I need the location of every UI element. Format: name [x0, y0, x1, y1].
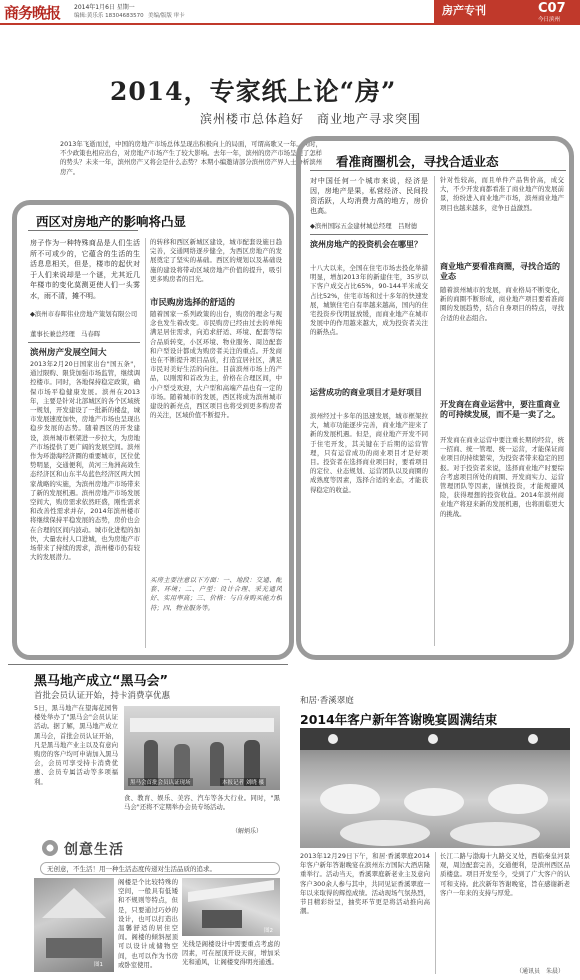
west-author: 董事长兼总经理 马春晖: [30, 330, 101, 338]
heshe-banquet-photo: [300, 728, 570, 848]
commercial-byline: ◆滨州国际五金建材城总经理 吕财德: [310, 222, 418, 230]
commercial-subhead-2: 运营成功的商业项目才是好项目: [310, 388, 422, 397]
heshe-tag: 和居·香溪翠庭: [300, 696, 354, 706]
section-subtitle: 今日滨州: [538, 17, 561, 23]
heshe-title: 2014年客户新年答谢晚宴圆满结束: [300, 712, 498, 727]
west-lead: 房子作为一种特殊商品是人们生活所不可或少的，它蕴含的生活的生活息息相关，但是，楼市的起伏对于人们来说却是一个谜，尤其近几年楼市的变化莫测更使人们一头雾水，雨不清，摊不明。: [30, 239, 140, 300]
commercial-col1-a: 十八大以来，全国在住宅市场去投化举措明显，增加2013年的新建住宅，35岁以下客户成交占比65%，90-144平米成交占比52%，住宅市场和过十多年的快速发展，城镇住宅自有率越来越高，国内的住宅投资步伐明显放缓，而商业地产在城市发展中的作用越来越大，成为投资者关注的新热点。: [310, 264, 428, 337]
west-subhead-2: 市民购房选择的舒适的: [150, 298, 236, 308]
editor-line: 编辑:黄乐乐 18304683570: [74, 13, 144, 19]
newspaper-logo: 商务晚报: [4, 4, 61, 22]
heima-photo-credit: 本报记者 刘晓 摄: [222, 780, 264, 786]
heima-photo-caption: 黑马会首批会员认证现场: [130, 780, 191, 786]
west-subhead-1: 滨州房产发展空间大: [30, 348, 107, 358]
commercial-lead: 对中国任何一个城市来说，经济是因，房地产是果，私营经济、民间投资活跃，人均消费力高的地方，房价也高。: [310, 177, 428, 215]
heima-subtitle: 首批会员认证开始，持卡消费享优惠: [34, 691, 171, 701]
heshe-text-2: 长江二路与渤海十九路交叉处，西临秦皇河景观，周边配套完善，交通便利，是滨州西区品质楼盘。项目开发至今，受到了广大客户的认可和支持。此次新年答谢晚宴，旨在感谢新老客户一年来的支持与厚爱。: [440, 852, 570, 897]
commercial-col2-c: 开发商在商业运营中要注重长期的经营，统一招商、统一管理、统一运营，才能保证商业项目的持续繁荣，为投资者带来稳定的回报。对于投资者来说，选择商业地产时要综合考虑项目所处的商圈、开发商实力、运营管理团队等因素，谨慎投资，才能规避风险，获得理想的投资收益。2014年滨州商业地产将迎来新的发展机遇，也将面临更大的挑战。: [440, 436, 564, 518]
west-article-title: 西区对房地产的影响将凸显: [36, 214, 187, 229]
heima-credit: （解炳乐）: [232, 828, 263, 835]
commercial-subhead-1: 滨州房地产的投资机会在哪里？: [310, 240, 422, 249]
main-subheadline: 滨州楼市总体趋好 商业地产寻求突围: [200, 112, 422, 126]
creative-living-icon: [42, 840, 58, 856]
west-col2-b: 随着国家一系列政策的出台，购房的理念与观念也发生着改变。市民购房已经由过去的单纯满足居住需求，向追求舒适、环境、配套等综合品质转变，小区环境、物业服务、周边配套和户型设计都成为购房者关注的重点。开发商也在不断提升项目品质，打造宜居社区，满足市民对美好生活的向往。目前滨州市场上的产品，以刚需和首改为主，价格在合理区间，中小户型受欢迎，大户型和高端产品也有一定的市场。随着城市的发展，西区将成为滨州城市建设的新亮点，西区项目也将受到更多购房者的关注，区域价值不断提升。: [150, 310, 282, 420]
creative-living-banner: [34, 836, 280, 860]
attic-photo-2: [182, 878, 280, 936]
issue-date: 2014年1月6日 星期一: [74, 4, 135, 11]
section-banner: [434, 0, 580, 23]
heima-event-photo: [124, 706, 280, 790]
west-col2-a: 的转移和西区新城区建设，城市配套设施日趋完善，交通网络逐步健全，为西区房地产的发展奠定了坚实的基础。西区的规划以及基础设施的建设将带动区域房地产价值的提升，吸引更多购房者的目光。: [150, 238, 282, 283]
page-number: C07: [538, 1, 566, 16]
creative-living-tagline: 无创意，不生活！用一种生活态度传递对生活品质的追求。: [40, 862, 280, 875]
main-headline: 2014，专家纸上论“房”: [110, 77, 397, 106]
commercial-subhead-4: 开发商在商业运营中，要注重商业的可持续发展，而不是一卖了之。: [440, 400, 560, 419]
commercial-subhead-3: 商业地产要看准商圈，寻找合适的业态: [440, 262, 560, 281]
heima-text: 5日，黑马地产在望海花园售楼处举办了"黑马会"会员认证活动。据了解，黑马地产成立黑马会，首批会员认证开始，凡是黑马地产业主以及有意向购房的客户均可申请加入黑马会，会员可享受持卡消费优惠、会员专属活动等多项福利。: [34, 704, 118, 786]
designer-line: 美编/版版 审卡: [148, 13, 185, 19]
masthead: [0, 0, 580, 24]
heima-title: 黑马地产成立“黑马会”: [34, 674, 169, 689]
creative-living-title: 创意生活: [64, 842, 124, 858]
section-title: 房产专刊: [442, 4, 486, 17]
commercial-col2-b: 随着滨州城市的发展，商业格局不断变化，新的商圈不断形成，商业地产项目要看准商圈的发展趋势，结合自身项目的特点，寻找合适的业态组合。: [440, 286, 564, 322]
attic-photo-2-label: 图2: [264, 928, 273, 934]
attic-photo-1-label: 图1: [94, 962, 103, 968]
west-byline: ◆滨州市春晖伟业房地产策划有限公司: [30, 310, 138, 318]
commercial-col1-b: 滨州经过十多年的迅速发展，城市框架拉大，城市功能逐步完善，商业地产迎来了新的发展机遇。但是，商业地产开发不同于住宅开发，其关键在于后期的运营管理，只有运营成功的商业项目才是好项目。投资者在选择商业项目时，要看项目的定位、业态规划、运营团队以及商圈的成熟度等因素，选择合适的业态，才能获得稳定的收益。: [310, 412, 428, 494]
heshe-credit: （通讯员 朱晨）: [516, 968, 565, 975]
west-col1: 2013年2月20日国家出台"国五条"，通过限购、限贷加强市场监管，继续调控楼市。同时，各地保持稳定政策，确保市场平稳健康发展。滨州在2013年，主要是针对北部城区的各个区域统一规划，开发建设了一批新的楼盘，城市发展速度加快，房地产市场也呈现出稳步发展的态势。随着西区的开发建设，滨州城市框架进一步拉大，为房地产市场提供了更广阔的发展空间。滨州作为环渤海经济圈的重要城市，区位优势明显，交通便利，黄河三角洲高效生态经济区和山东半岛蓝色经济区两大国家战略的实施，为滨州房地产市场带来了新的发展机遇。滨州房地产市场发展空间大，购房需求依然旺盛，刚性需求和改善性需求并存，2014年滨州楼市将继续保持平稳发展的态势，房价也会在合理的区间内波动。城市化进程的加快，大量农村人口进城，也为房地产市场带来了持续的需求，滨州楼市仍有较大的发展潜力。: [30, 360, 140, 562]
attic-photo-1: [34, 878, 114, 972]
heima-text-2: 食、教育、娱乐、美容、汽车等各大行业。同时，"黑马会"还将不定期举办会员专场活动。: [124, 794, 280, 812]
intro-paragraph: 2013年飞逝而过，中国的房地产市场总体呈现出积极向上的局面，可谓高歌又一年。同时，不少政策也相应出台，对房地产市场产生了较大影响。去年一年，滨州的房产市场呈现了怎样的势头？未来一年，滨州房产又将会是什么态势？本期小编邀请部分滨州房产界人士分析滨州房产。: [60, 140, 322, 176]
creative-text-1: 阁楼是个比较特殊的空间，一般具有低矮和不规则等特点，但是，只要通过巧妙的设计，也可以打造出温馨舒适的居住空间。阁楼的倾斜屋顶可以设计成储物空间，也可以作为书房或卧室使用。: [118, 878, 178, 969]
commercial-article-title: 看准商圈机会，寻找合适业态: [336, 154, 499, 169]
creative-text-2: 光线是阁楼设计中需要重点考虑的因素，可在屋顶开设天窗，增加采光和通风，让阁楼变得明亮通透。: [182, 940, 280, 967]
heshe-text-1: 2013年12月29日下午，和居·香溪翠庭2014年客户新年答谢晚宴在滨州东方国际大酒店隆重举行。活动当天，香溪翠庭新老业主及意向客户300余人参与其中，共同见证香溪翠庭一年以来取得的辉煌成绩。活动现场气氛热烈，节目精彩纷呈，抽奖环节更是将活动推向高潮。: [300, 852, 430, 916]
west-note: 买房主要注意以下方面：一、地段：交通、配套、环境；二、户型：设计合理、采光通风好、实用率高；三、价格：与自身购买能力相符；四、物业服务等。: [150, 576, 282, 612]
commercial-col2-a: 针对性较高，而且单件产品售价高，成交大，不少开发商都看准了商业地产的发展前景，纷纷进入商业地产市场，滨州商业地产项目也越来越多，竞争日益激烈。: [440, 176, 564, 212]
